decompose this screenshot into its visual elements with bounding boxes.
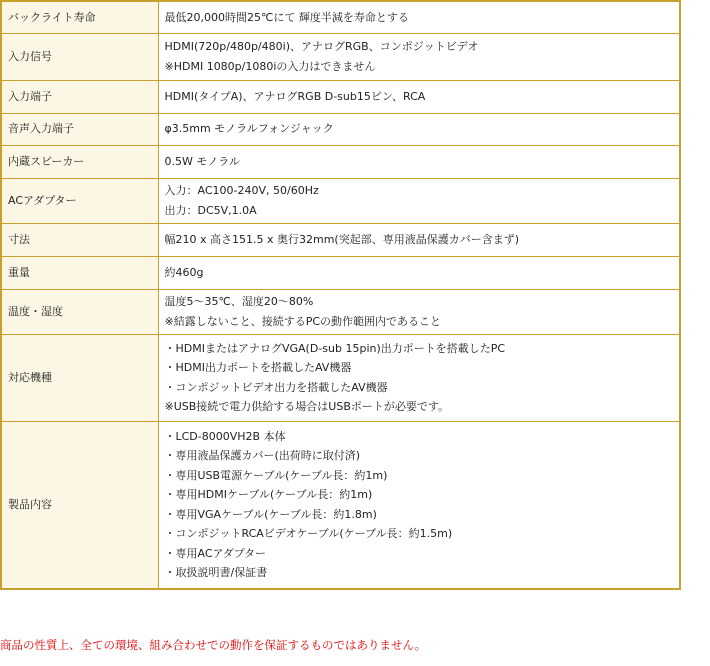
spec-row bbox=[1, 145, 680, 178]
spec-value-line: ・専用USB電源ケーブル(ケーブル長：約1m) bbox=[164, 468, 388, 482]
spec-value-line: ・専用液晶保護カバー(出荷時に取付済) bbox=[164, 449, 361, 463]
spec-label: 温度・湿度 bbox=[1, 289, 158, 334]
spec-label: バックライト寿命 bbox=[1, 1, 158, 33]
spec-value-line: ※HDMI 1080p/1080iの入力はできません bbox=[164, 59, 376, 73]
spec-label: 製品内容 bbox=[1, 421, 158, 589]
spec-row bbox=[1, 334, 680, 421]
spec-value-line: 温度5～35℃、湿度20～80% bbox=[164, 295, 314, 308]
spec-row bbox=[1, 80, 680, 113]
spec-row bbox=[1, 223, 680, 256]
spec-label: ACアダプター bbox=[1, 178, 158, 223]
spec-label: 内蔵スピーカー bbox=[1, 145, 158, 178]
spec-row bbox=[1, 113, 680, 145]
spec-value-line: ・HDMIまたはアナログVGA(D-sub 15pin)出力ポートを搭載したPC bbox=[164, 341, 506, 355]
spec-value-line: ・専用HDMIケーブル(ケーブル長：約1m) bbox=[164, 488, 373, 502]
spec-value-line: ・専用ACアダプター bbox=[164, 546, 266, 560]
spec-row bbox=[1, 1, 680, 33]
spec-row bbox=[1, 289, 680, 334]
spec-value bbox=[158, 145, 680, 178]
spec-value-line: ※結露しないこと、接続するPCの動作範囲内であること bbox=[164, 314, 442, 328]
spec-row bbox=[1, 178, 680, 223]
spec-value-line: ・HDMI出力ポートを搭載したAV機器 bbox=[164, 361, 352, 374]
compatibility-notice: 商品の性質上、全ての環境、組み合わせでの動作を保証するものではありません。 bbox=[0, 638, 427, 652]
spec-value-line: HDMI(タイプA)、アナログRGB D-sub15ピン、RCA bbox=[164, 89, 426, 103]
spec-value-line: ・コンポジットビデオ出力を搭載したAV機器 bbox=[164, 380, 388, 394]
spec-value bbox=[158, 334, 680, 421]
spec-label: 重量 bbox=[1, 256, 158, 289]
spec-value-line: ・コンポジットRCAビデオケーブル(ケーブル長：約1.5m) bbox=[164, 527, 453, 541]
spec-value-line: 0.5W モノラル bbox=[164, 154, 240, 168]
spec-table-body bbox=[1, 1, 680, 589]
spec-value-line: 出力：DC5V,1.0A bbox=[164, 203, 257, 217]
spec-value bbox=[158, 113, 680, 145]
spec-value-line: ※USB接続で電力供給する場合はUSBポートが必要です。 bbox=[164, 400, 449, 413]
spec-value bbox=[158, 421, 680, 589]
spec-label: 入力信号 bbox=[1, 33, 158, 80]
spec-row bbox=[1, 256, 680, 289]
spec-row bbox=[1, 33, 680, 80]
spec-value bbox=[158, 289, 680, 334]
spec-value-line: 幅210 x 高さ151.5 x 奥行32mm(突起部、専用液晶保護カバー含まず) bbox=[164, 232, 520, 246]
spec-value-line: 入力：AC100-240V, 50/60Hz bbox=[164, 184, 319, 197]
spec-value bbox=[158, 80, 680, 113]
spec-value-line: ・LCD-8000VH2B 本体 bbox=[164, 429, 286, 443]
spec-value-line: 約460g bbox=[164, 265, 204, 279]
spec-label: 音声入力端子 bbox=[1, 113, 158, 145]
spec-label: 入力端子 bbox=[1, 80, 158, 113]
spec-label: 寸法 bbox=[1, 223, 158, 256]
spec-label: 対応機種 bbox=[1, 334, 158, 421]
spec-value bbox=[158, 33, 680, 80]
spec-value-line: 最低20,000時間25℃にて 輝度半減を寿命とする bbox=[164, 10, 409, 24]
spec-row bbox=[1, 421, 680, 589]
spec-value-line: φ3.5mm モノラルフォンジャック bbox=[164, 122, 334, 136]
spec-value bbox=[158, 256, 680, 289]
spec-value-line: HDMI(720p/480p/480i)、アナログRGB、コンポジットビデオ bbox=[164, 40, 479, 53]
spec-value bbox=[158, 178, 680, 223]
spec-value bbox=[158, 1, 680, 33]
spec-value bbox=[158, 223, 680, 256]
spec-value-line: ・取扱説明書/保証書 bbox=[164, 566, 268, 580]
spec-value-line: ・専用VGAケーブル(ケーブル長：約1.8m) bbox=[164, 507, 377, 521]
